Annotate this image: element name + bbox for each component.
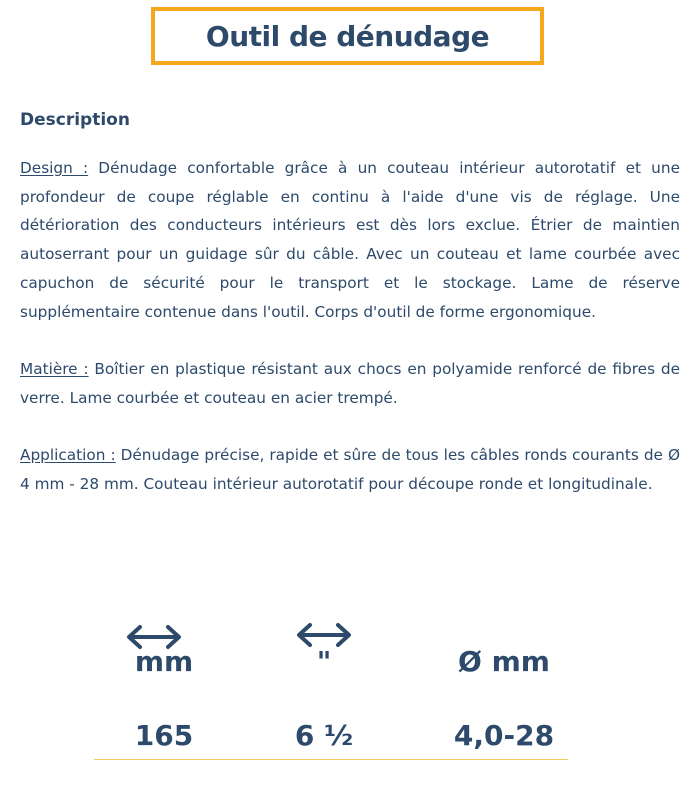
- application-text: Dénudage précise, rapide et sûre de tous les câbles ronds courants de Ø 4 mm - 28 mm. Couteau intérieur autorotatif pour découpe ronde et longitudinale.: [20, 446, 680, 493]
- application-label: Application :: [20, 446, 116, 464]
- specs-divider: [94, 759, 568, 760]
- spec-value: 6 ½: [294, 719, 354, 752]
- page-title: Outil de dénudage: [205, 19, 490, 53]
- spec-value: 4,0-28: [453, 719, 555, 752]
- description-heading: Description: [20, 110, 130, 130]
- material-label: Matière :: [20, 359, 89, 378]
- material-paragraph: [20, 355, 680, 412]
- spec-unit: Ø mm: [458, 645, 550, 678]
- description-content: [20, 154, 680, 527]
- material-text: Boîtier en plastique résistant aux chocs en polyamide renforcé de fibres de verre. Lame courbée et couteau en acier trempé.: [20, 359, 680, 407]
- design-paragraph: [20, 154, 680, 326]
- design-text: Dénudage confortable grâce à un couteau intérieur autorotatif et une profondeur de coupe réglable en continu à l'aide d'une vis de réglage. Une détérioration des conducteurs intérieurs est dès lors exclue. Étrier de maintien autoserrant pour un guidage sûr du câble. Avec un couteau et lame courbée avec capuchon de sécurité pour le transport et le stockage. Lame de réserve supplémentaire contenue dans l'outil. Corps d'outil de forme ergonomique.: [20, 159, 680, 321]
- spec-unit: mm: [134, 645, 194, 678]
- spec-diameter: [424, 615, 584, 761]
- specs-table: [94, 615, 568, 761]
- design-label: Design :: [20, 159, 89, 177]
- spec-length: [84, 615, 244, 761]
- application-paragraph: [20, 441, 680, 498]
- title-box: [151, 7, 544, 65]
- spec-unit: ": [316, 645, 332, 678]
- spec-value: 165: [134, 719, 194, 752]
- spec-length-inch: [244, 615, 404, 761]
